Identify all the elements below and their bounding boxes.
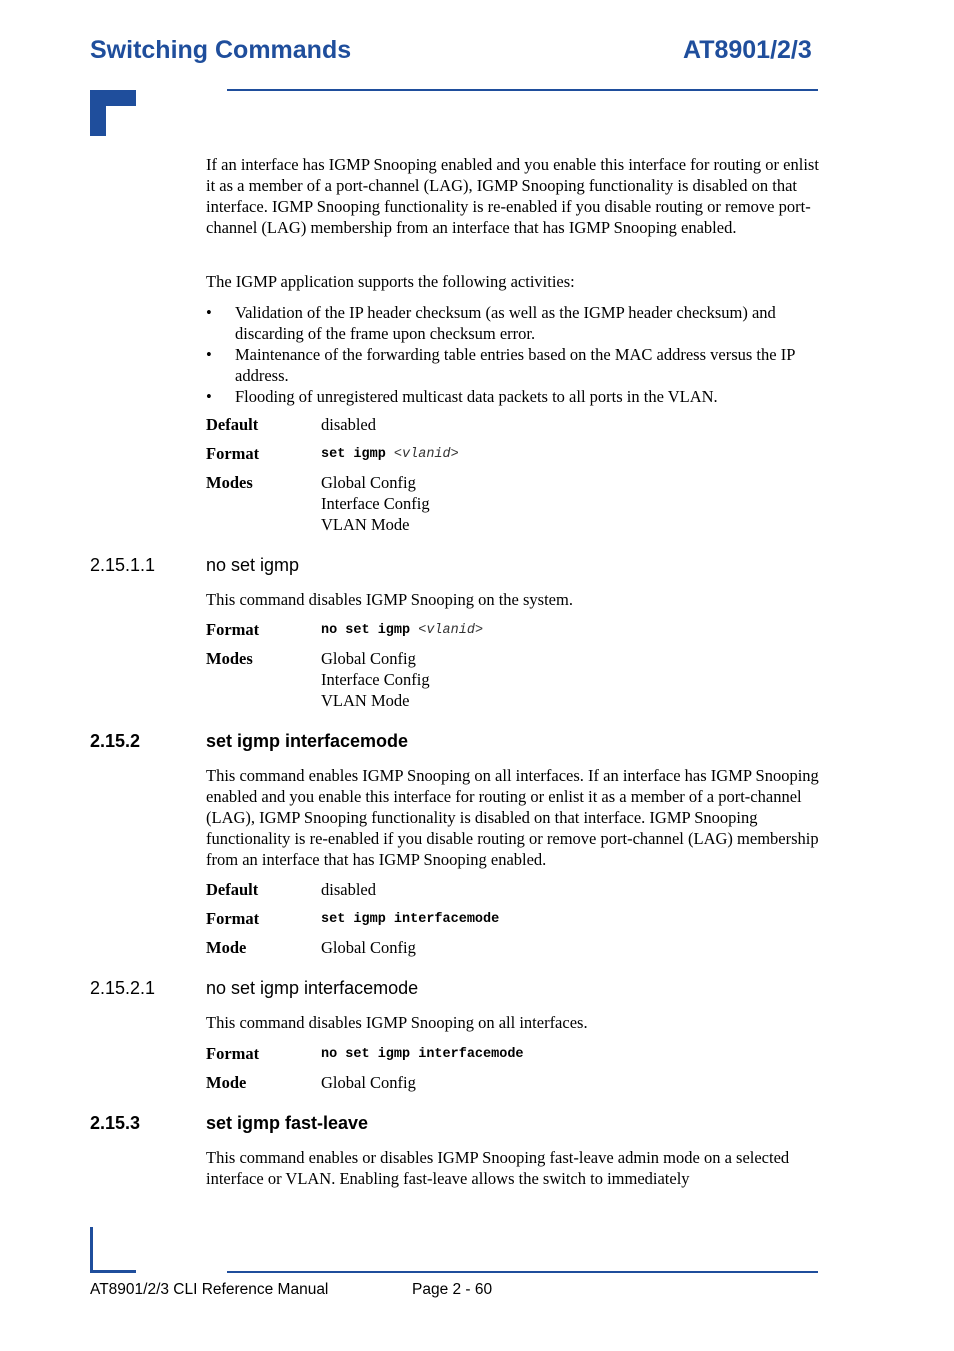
format-command: no set igmp interfacemode — [321, 1047, 524, 1062]
footer-page-number: Page 2 - 60 — [412, 1281, 493, 1298]
format-label: Format — [206, 1044, 260, 1063]
mode-label: Mode — [206, 938, 247, 957]
format-command: no set igmp <vlanid> — [321, 623, 484, 638]
section-description: This command enables or disables IGMP Snooping fast-leave admin mode on a selected interface or VLAN. Enabling fast-leave allows the switch to immediately — [206, 1148, 790, 1188]
section-title: no set igmp interfacemode — [206, 978, 419, 998]
format-label: Format — [206, 620, 260, 639]
activities-list — [206, 302, 821, 407]
section-description: This command disables IGMP Snooping on all interfaces. — [206, 1013, 588, 1032]
page-header-title: Switching Commands — [90, 36, 352, 64]
bullet-icon: • — [206, 303, 212, 322]
section-number: 2.15.1.1 — [90, 555, 156, 575]
section-title: set igmp fast-leave — [206, 1113, 369, 1133]
bullet-icon: • — [206, 345, 212, 364]
default-value: disabled — [321, 880, 376, 899]
footer-manual-title: AT8901/2/3 CLI Reference Manual — [90, 1281, 329, 1298]
modes-values — [321, 648, 430, 711]
list-item: • Validation of the IP header checksum (as well as the IGMP header checksum) and discarding of the frame upon checksum error. — [206, 303, 776, 343]
footer-corner-mark — [90, 1227, 93, 1273]
footer-rule — [227, 1271, 818, 1273]
format-label: Format — [206, 909, 260, 928]
page-header-product: AT8901/2/3 — [683, 36, 812, 64]
default-value: disabled — [321, 415, 376, 434]
modes-label: Modes — [206, 649, 253, 668]
mode-label: Mode — [206, 1073, 247, 1092]
mode-item: VLAN Mode — [321, 691, 410, 710]
mode-value: Global Config — [321, 938, 416, 957]
footer-corner-mark-horizontal — [90, 1270, 136, 1273]
section-description: This command enables IGMP Snooping on all interfaces. If an interface has IGMP Snooping enabled and you enable this interface for routing or enlist it as a member of a port-channel (LAG), IGMP Snooping functionality is disabled on that interface. IGMP Snooping functionality is re-enabled if you disable routing or remove port-channel (LAG) membership from an interface that has IGMP Snooping enabled. — [206, 766, 819, 869]
section-number: 2.15.2 — [90, 731, 141, 751]
modes-label: Modes — [206, 473, 253, 492]
section-number: 2.15.3 — [90, 1113, 141, 1133]
format-command: set igmp interfacemode — [321, 912, 500, 927]
section-description: This command disables IGMP Snooping on the system. — [206, 590, 573, 609]
intro-paragraph: If an interface has IGMP Snooping enabled and you enable this interface for routing or enlist it as a member of a port-channel (LAG), IGMP Snooping functionality is disabled on that interface. IGMP Snooping functionality is re-enabled if you disable routing or remove port-channel (LAG) membership from an interface that has IGMP Snooping enabled. — [206, 155, 819, 237]
mode-item: Global Config — [321, 473, 416, 492]
format-command: set igmp <vlanid> — [321, 447, 459, 462]
list-item: • Flooding of unregistered multicast data packets to all ports in the VLAN. — [206, 387, 718, 406]
default-label: Default — [206, 415, 259, 434]
header-corner-mark-vertical — [90, 90, 106, 136]
section-title: no set igmp — [206, 555, 300, 575]
mode-item: VLAN Mode — [321, 515, 410, 534]
mode-value: Global Config — [321, 1073, 416, 1092]
mode-item: Interface Config — [321, 494, 430, 513]
activities-intro: The IGMP application supports the following activities: — [206, 272, 575, 291]
list-item: • Maintenance of the forwarding table entries based on the MAC address versus the IP address. — [206, 345, 795, 385]
mode-item: Interface Config — [321, 670, 430, 689]
bullet-icon: • — [206, 387, 212, 406]
default-label: Default — [206, 880, 259, 899]
section-title: set igmp interfacemode — [206, 731, 409, 751]
mode-item: Global Config — [321, 649, 416, 668]
modes-values — [321, 472, 430, 535]
header-rule — [227, 89, 818, 91]
section-number: 2.15.2.1 — [90, 978, 156, 998]
format-label: Format — [206, 444, 260, 463]
